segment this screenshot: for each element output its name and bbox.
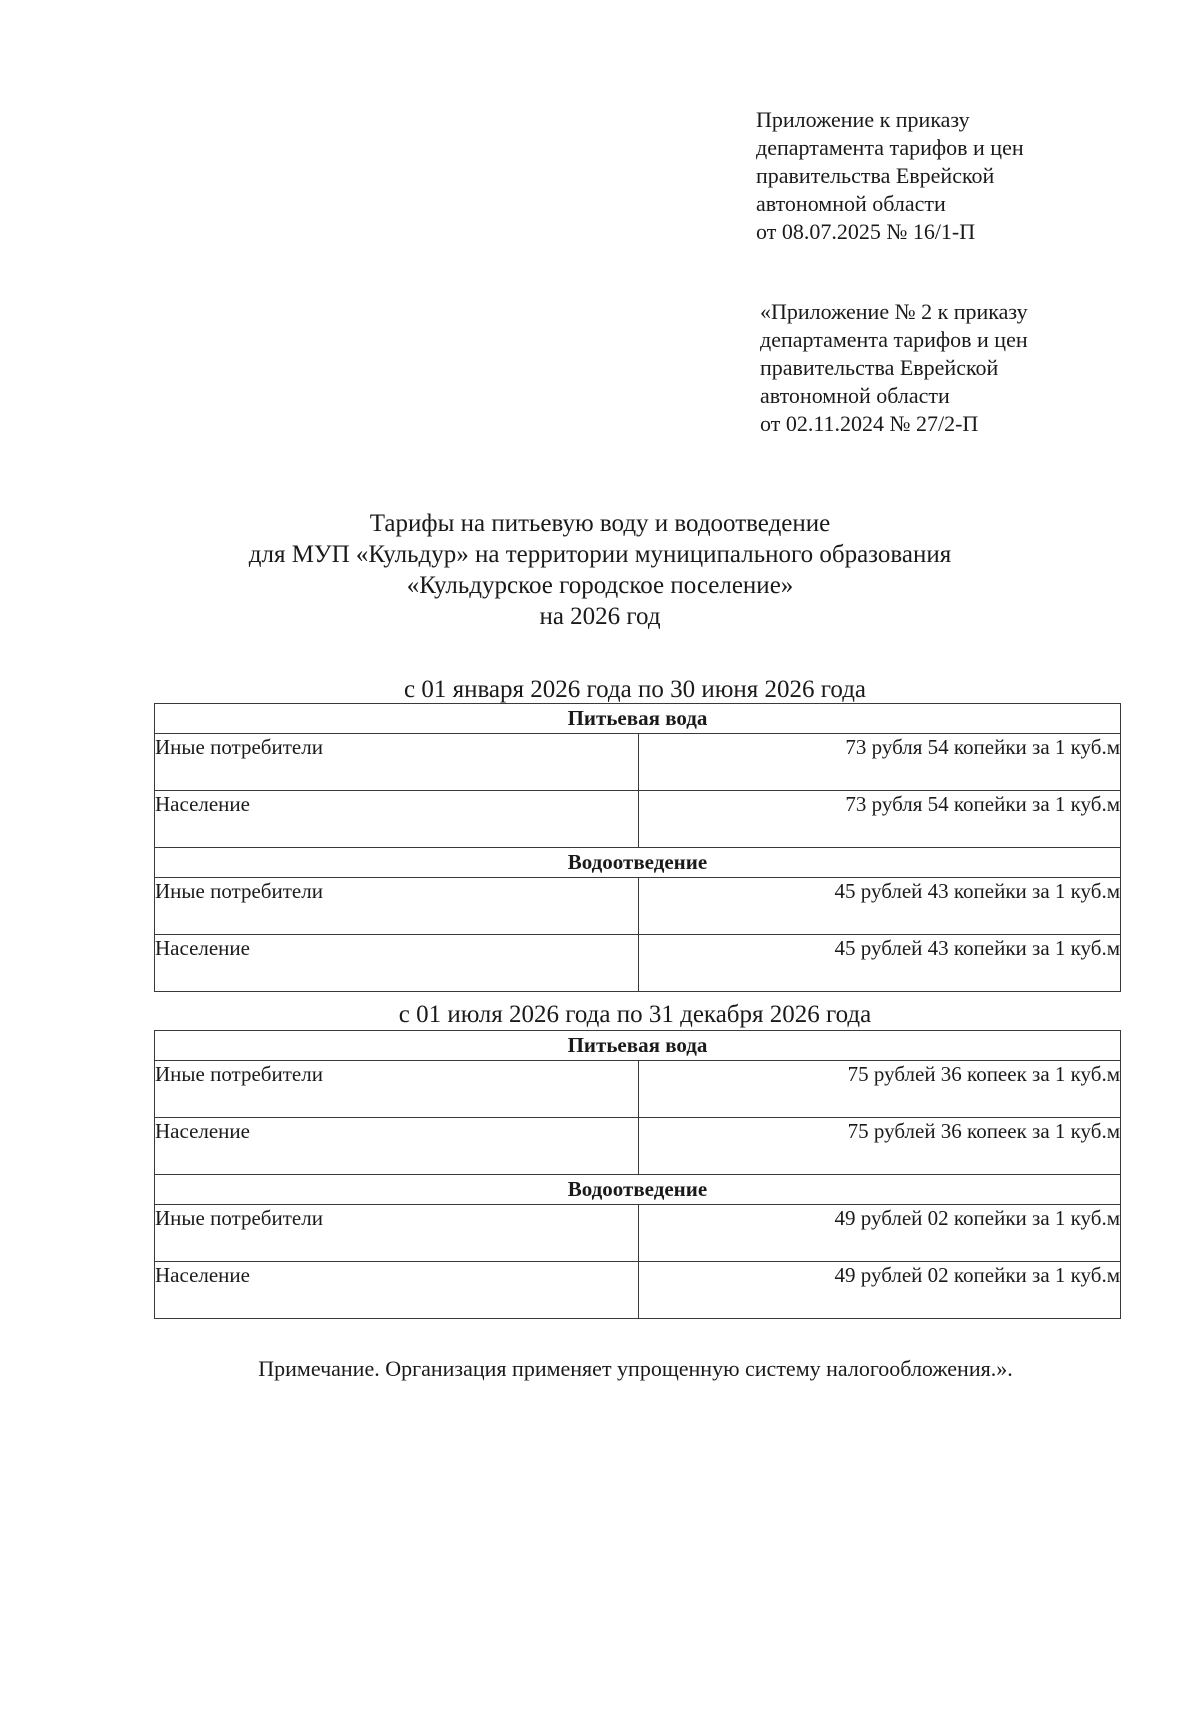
table-row: [155, 734, 1121, 791]
appendix-line: от 02.11.2024 № 27/2-П: [760, 411, 979, 436]
consumer-cell: Население: [155, 1262, 639, 1319]
appendix-line: автономной области: [756, 191, 946, 216]
section-row: [155, 704, 1121, 734]
consumer-cell: Иные потребители: [155, 1205, 639, 1262]
appendix-line: от 08.07.2025 № 16/1-П: [756, 219, 976, 244]
tariff-table: [154, 703, 1121, 992]
table-row: [155, 1061, 1121, 1118]
price-cell: 75 рублей 36 копеек за 1 куб.м: [639, 1061, 1121, 1118]
tax-note: Примечание. Организация применяет упрощенную систему налогообложения.».: [258, 1356, 1013, 1381]
table-row: [155, 878, 1121, 935]
consumer-cell: Иные потребители: [155, 878, 639, 935]
section-title: Питьевая вода: [155, 704, 1121, 734]
table-row: [155, 935, 1121, 992]
appendix-line: автономной области: [760, 383, 950, 408]
section-title: Питьевая вода: [155, 1031, 1121, 1061]
section-row: [155, 848, 1121, 878]
price-cell: 49 рублей 02 копейки за 1 куб.м: [639, 1262, 1121, 1319]
appendix-reference-previous: [760, 298, 1028, 438]
appendix-line: «Приложение № 2 к приказу: [760, 299, 1028, 324]
table-row: [155, 1262, 1121, 1319]
table-row: [155, 1205, 1121, 1262]
consumer-cell: Население: [155, 935, 639, 992]
consumer-cell: Население: [155, 1118, 639, 1175]
title-line: для МУП «Кульдур» на территории муниципального образования: [248, 541, 952, 568]
appendix-line: департамента тарифов и цен: [760, 327, 1028, 352]
consumer-cell: Иные потребители: [155, 1061, 639, 1118]
section-title: Водоотведение: [155, 848, 1121, 878]
price-cell: 45 рублей 43 копейки за 1 куб.м: [639, 935, 1121, 992]
title-line: Тарифы на питьевую воду и водоотведение: [369, 510, 831, 537]
price-cell: 75 рублей 36 копеек за 1 куб.м: [639, 1118, 1121, 1175]
price-cell: 73 рубля 54 копейки за 1 куб.м: [639, 734, 1121, 791]
section-title: Водоотведение: [155, 1175, 1121, 1205]
period-heading: с 01 января 2026 года по 30 июня 2026 года: [403, 676, 867, 703]
consumer-cell: Иные потребители: [155, 734, 639, 791]
price-cell: 49 рублей 02 копейки за 1 куб.м: [639, 1205, 1121, 1262]
section-row: [155, 1031, 1121, 1061]
price-cell: 73 рубля 54 копейки за 1 куб.м: [639, 791, 1121, 848]
tariff-table: [154, 1030, 1121, 1319]
appendix-line: правительства Еврейской: [760, 355, 999, 380]
table-row: [155, 791, 1121, 848]
appendix-reference-current: [756, 106, 1024, 246]
consumer-cell: Население: [155, 791, 639, 848]
appendix-line: департамента тарифов и цен: [756, 135, 1024, 160]
appendix-line: правительства Еврейской: [756, 163, 995, 188]
title-line: «Кульдурское городское поселение»: [406, 572, 794, 599]
title-line: на 2026 год: [539, 603, 661, 630]
section-row: [155, 1175, 1121, 1205]
appendix-line: Приложение к приказу: [756, 107, 970, 132]
document-title: [0, 508, 1200, 632]
price-cell: 45 рублей 43 копейки за 1 куб.м: [639, 878, 1121, 935]
table-row: [155, 1118, 1121, 1175]
period-heading: с 01 июля 2026 года по 31 декабря 2026 года: [398, 1001, 872, 1028]
